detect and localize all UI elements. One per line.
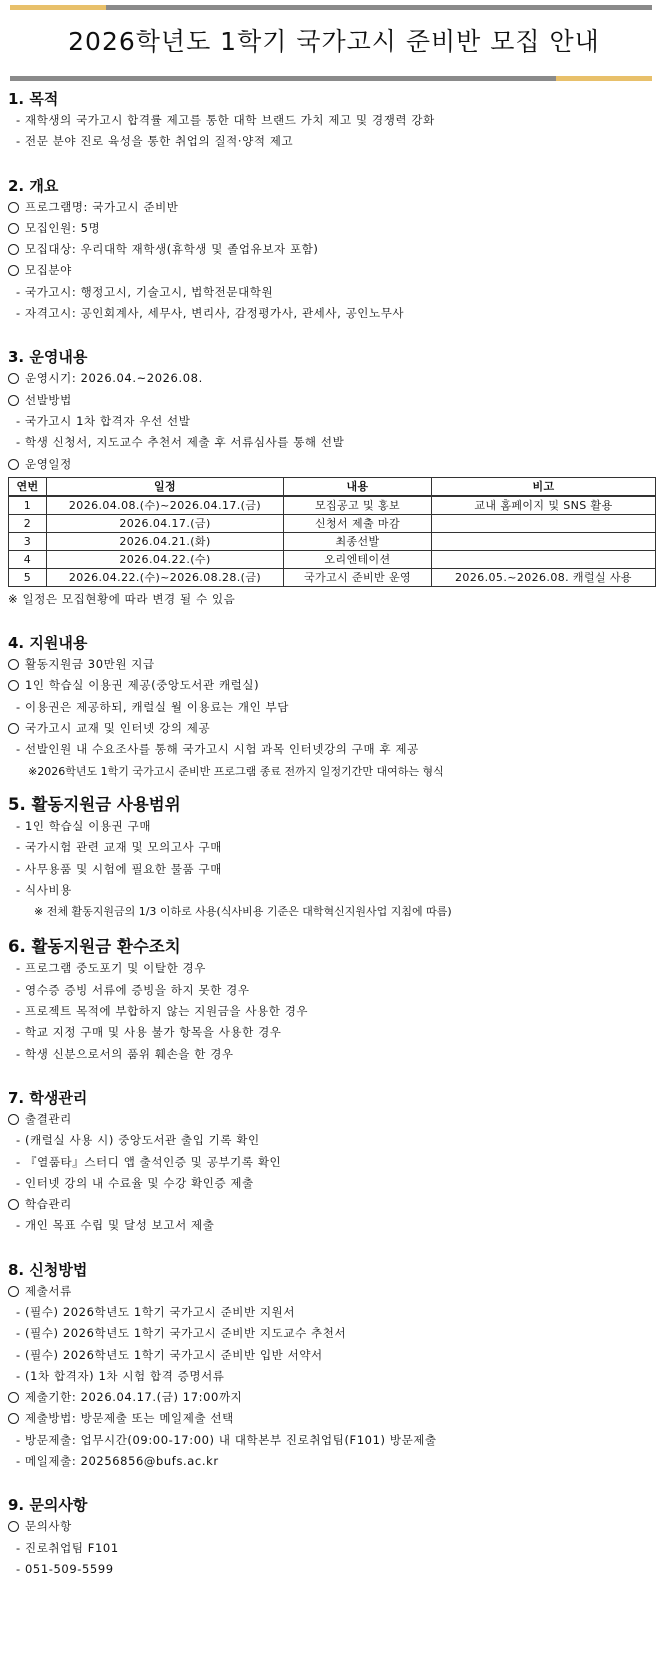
table-row xyxy=(9,568,656,586)
list-item: - (필수) 2026학년도 1학기 국가고시 준비반 지원서 xyxy=(16,1304,296,1319)
table-cell xyxy=(432,532,656,550)
table-cell: 2026.05.~2026.08. 캐럴실 사용 xyxy=(432,568,656,586)
section-overview xyxy=(8,175,658,325)
column-header: 연번 xyxy=(9,477,47,496)
circle-bullet-icon xyxy=(8,1521,19,1532)
circle-bullet-icon xyxy=(8,223,19,234)
list-item: - 메일제출: 20256856@bufs.ac.kr xyxy=(16,1454,219,1469)
schedule-table xyxy=(8,477,656,587)
table-cell: 최종선발 xyxy=(284,532,432,550)
circle-bullet-icon xyxy=(8,680,19,691)
list-item: - 개인 목표 수립 및 달성 보고서 제출 xyxy=(16,1218,215,1233)
list-item: - 식사비용 xyxy=(16,882,72,897)
circle-bullet-icon xyxy=(8,244,19,255)
section-purpose xyxy=(8,88,658,153)
list-item: - (1차 합격자) 1차 시험 합격 증명서류 xyxy=(16,1368,225,1383)
table-cell: 2 xyxy=(9,514,47,532)
list-item: 모집대상: 우리대학 재학생(휴학생 및 졸업유보자 포함) xyxy=(25,242,319,257)
section-heading: 3. 운영내용 xyxy=(8,348,88,367)
table-row xyxy=(9,496,656,515)
column-header: 일정 xyxy=(47,477,284,496)
table-cell: 모집공고 및 홍보 xyxy=(284,496,432,515)
list-item: - 학생 신분으로서의 품위 훼손을 한 경우 xyxy=(16,1046,234,1061)
list-item: - (캐럴실 사용 시) 중앙도서관 출입 기록 확인 xyxy=(16,1133,260,1148)
list-item: - 이용권은 제공하되, 캐럴실 월 이용료는 개인 부담 xyxy=(16,699,289,714)
list-item: 1인 학습실 이용권 제공(중앙도서관 캐럴실) xyxy=(25,678,260,693)
table-cell: 2026.04.17.(금) xyxy=(47,514,284,532)
section-heading: 5. 활동지원금 사용범위 xyxy=(8,794,181,814)
list-item: - 프로젝트 목적에 부합하지 않는 지원금을 사용한 경우 xyxy=(16,1004,309,1019)
table-cell: 2026.04.22.(수)~2026.08.28.(금) xyxy=(47,568,284,586)
column-header: 내용 xyxy=(284,477,432,496)
list-item: - 국가시험 관련 교재 및 모의고사 구매 xyxy=(16,840,222,855)
document-body xyxy=(8,88,658,1580)
table-cell: 3 xyxy=(9,532,47,550)
top-rule-accent xyxy=(10,5,106,10)
table-cell xyxy=(432,514,656,532)
list-item: - 방문제출: 업무시간(09:00-17:00) 내 대학본부 진로취업팀(F101) 방문제출 xyxy=(16,1432,437,1447)
top-rule xyxy=(10,5,652,10)
section-student-management xyxy=(8,1087,658,1237)
list-item: 제출기한: 2026.04.17.(금) 17:00까지 xyxy=(25,1390,243,1405)
section-heading: 9. 문의사항 xyxy=(8,1496,88,1515)
circle-bullet-icon xyxy=(8,1392,19,1403)
list-item: - 인터넷 강의 내 수료율 및 수강 확인증 제출 xyxy=(16,1175,254,1190)
list-item: - 학생 신청서, 지도교수 추천서 제출 후 서류심사를 통해 선발 xyxy=(16,435,345,450)
circle-bullet-icon xyxy=(8,373,19,384)
table-row xyxy=(9,514,656,532)
table-header-row xyxy=(9,477,656,496)
section-support xyxy=(8,632,658,782)
section-application xyxy=(8,1259,658,1473)
list-item: - 051-509-5599 xyxy=(16,1561,114,1576)
list-item: - 국가고시: 행정고시, 기술고시, 법학전문대학원 xyxy=(16,284,274,299)
section-heading: 8. 신청방법 xyxy=(8,1260,88,1279)
section-heading: 6. 활동지원금 환수조치 xyxy=(8,937,181,957)
table-cell: 2026.04.22.(수) xyxy=(47,550,284,568)
bottom-rule xyxy=(10,76,652,81)
table-cell: 오리엔테이션 xyxy=(284,550,432,568)
list-item: 문의사항 xyxy=(25,1519,72,1534)
section-heading: 1. 목적 xyxy=(8,90,59,108)
circle-bullet-icon xyxy=(8,202,19,213)
table-cell xyxy=(432,550,656,568)
table-cell: 4 xyxy=(9,550,47,568)
circle-bullet-icon xyxy=(8,395,19,406)
table-cell: 국가고시 준비반 운영 xyxy=(284,568,432,586)
table-cell: 교내 홈페이지 및 SNS 활용 xyxy=(432,496,656,515)
list-item: 운영일정 xyxy=(25,456,72,471)
section-heading: 4. 지원내용 xyxy=(8,634,88,653)
list-item: - 1인 학습실 이용권 구매 xyxy=(16,818,152,833)
list-item: 모집분야 xyxy=(25,263,72,278)
list-item: - 『열품타』스터디 앱 출석인증 및 공부기록 확인 xyxy=(16,1154,282,1169)
list-item: 제출서류 xyxy=(25,1283,72,1298)
circle-bullet-icon xyxy=(8,659,19,670)
list-item: 선발방법 xyxy=(25,392,72,407)
column-header: 비고 xyxy=(432,477,656,496)
list-item: - 재학생의 국가고시 합격률 제고를 통한 대학 브랜드 가치 제고 및 경쟁력 강화 xyxy=(16,113,435,127)
list-item: - 영수증 증빙 서류에 증빙을 하지 못한 경우 xyxy=(16,982,250,997)
section-usage-scope xyxy=(8,794,658,922)
list-item: - 전문 분야 진로 육성을 통한 취업의 질적·양적 제고 xyxy=(16,134,294,149)
circle-bullet-icon xyxy=(8,1286,19,1297)
table-cell: 신청서 제출 마감 xyxy=(284,514,432,532)
list-item: - (필수) 2026학년도 1학기 국가고시 준비반 지도교수 추천서 xyxy=(16,1326,347,1341)
list-item: 운영시기: 2026.04.~2026.08. xyxy=(25,371,203,386)
list-item: - 학교 지정 구매 및 사용 불가 항목을 사용한 경우 xyxy=(16,1025,282,1040)
list-item: 프로그램명: 국가고시 준비반 xyxy=(25,199,179,214)
table-cell: 5 xyxy=(9,568,47,586)
list-item: - 프로그램 중도포기 및 이탈한 경우 xyxy=(16,961,206,976)
table-cell: 1 xyxy=(9,496,47,515)
list-item: - 선발인원 내 수요조사를 통해 국가고시 시험 과목 인터넷강의 구매 후 제공 xyxy=(16,742,419,757)
list-item: 활동지원금 30만원 지급 xyxy=(25,657,155,672)
circle-bullet-icon xyxy=(8,265,19,276)
schedule-note: ※ 일정은 모집현황에 따라 변경 될 수 있음 xyxy=(8,591,236,606)
list-item: 학습관리 xyxy=(25,1197,72,1212)
circle-bullet-icon xyxy=(8,1199,19,1210)
table-row xyxy=(9,532,656,550)
page-title: 2026학년도 1학기 국가고시 준비반 모집 안내 xyxy=(68,27,600,56)
section-heading: 2. 개요 xyxy=(8,176,59,195)
list-item: - 자격고시: 공인회계사, 세무사, 변리사, 감정평가사, 관세사, 공인노무사 xyxy=(16,306,405,321)
section-heading: 7. 학생관리 xyxy=(8,1088,88,1107)
list-item: 제출방법: 방문제출 또는 메일제출 선택 xyxy=(25,1411,234,1426)
bottom-rule-accent xyxy=(556,76,652,81)
section-operation xyxy=(8,346,658,610)
table-row xyxy=(9,550,656,568)
circle-bullet-icon xyxy=(8,459,19,470)
circle-bullet-icon xyxy=(8,1413,19,1424)
list-note: ※ 전체 활동지원금의 1/3 이하로 사용(식사비용 기준은 대학혁신지원사업 지침에 따름) xyxy=(34,905,452,919)
list-note: ※2026학년도 1학기 국가고시 준비반 프로그램 종료 전까지 일정기간만 대여하는 형식 xyxy=(28,764,444,778)
list-item: - 진로취업팀 F101 xyxy=(16,1540,119,1555)
section-refund xyxy=(8,936,658,1064)
table-cell: 2026.04.08.(수)~2026.04.17.(금) xyxy=(47,496,284,515)
list-item: 국가고시 교재 및 인터넷 강의 제공 xyxy=(25,721,211,736)
list-item: 출결관리 xyxy=(25,1111,72,1126)
list-item: - 사무용품 및 시험에 필요한 물품 구매 xyxy=(16,861,222,876)
list-item: - 국가고시 1차 합격자 우선 선발 xyxy=(16,413,191,428)
list-item: - (필수) 2026학년도 1학기 국가고시 준비반 입반 서약서 xyxy=(16,1347,323,1362)
circle-bullet-icon xyxy=(8,723,19,734)
circle-bullet-icon xyxy=(8,1114,19,1125)
section-inquiry xyxy=(8,1494,658,1580)
list-item: 모집인원: 5명 xyxy=(25,220,101,235)
table-cell: 2026.04.21.(화) xyxy=(47,532,284,550)
